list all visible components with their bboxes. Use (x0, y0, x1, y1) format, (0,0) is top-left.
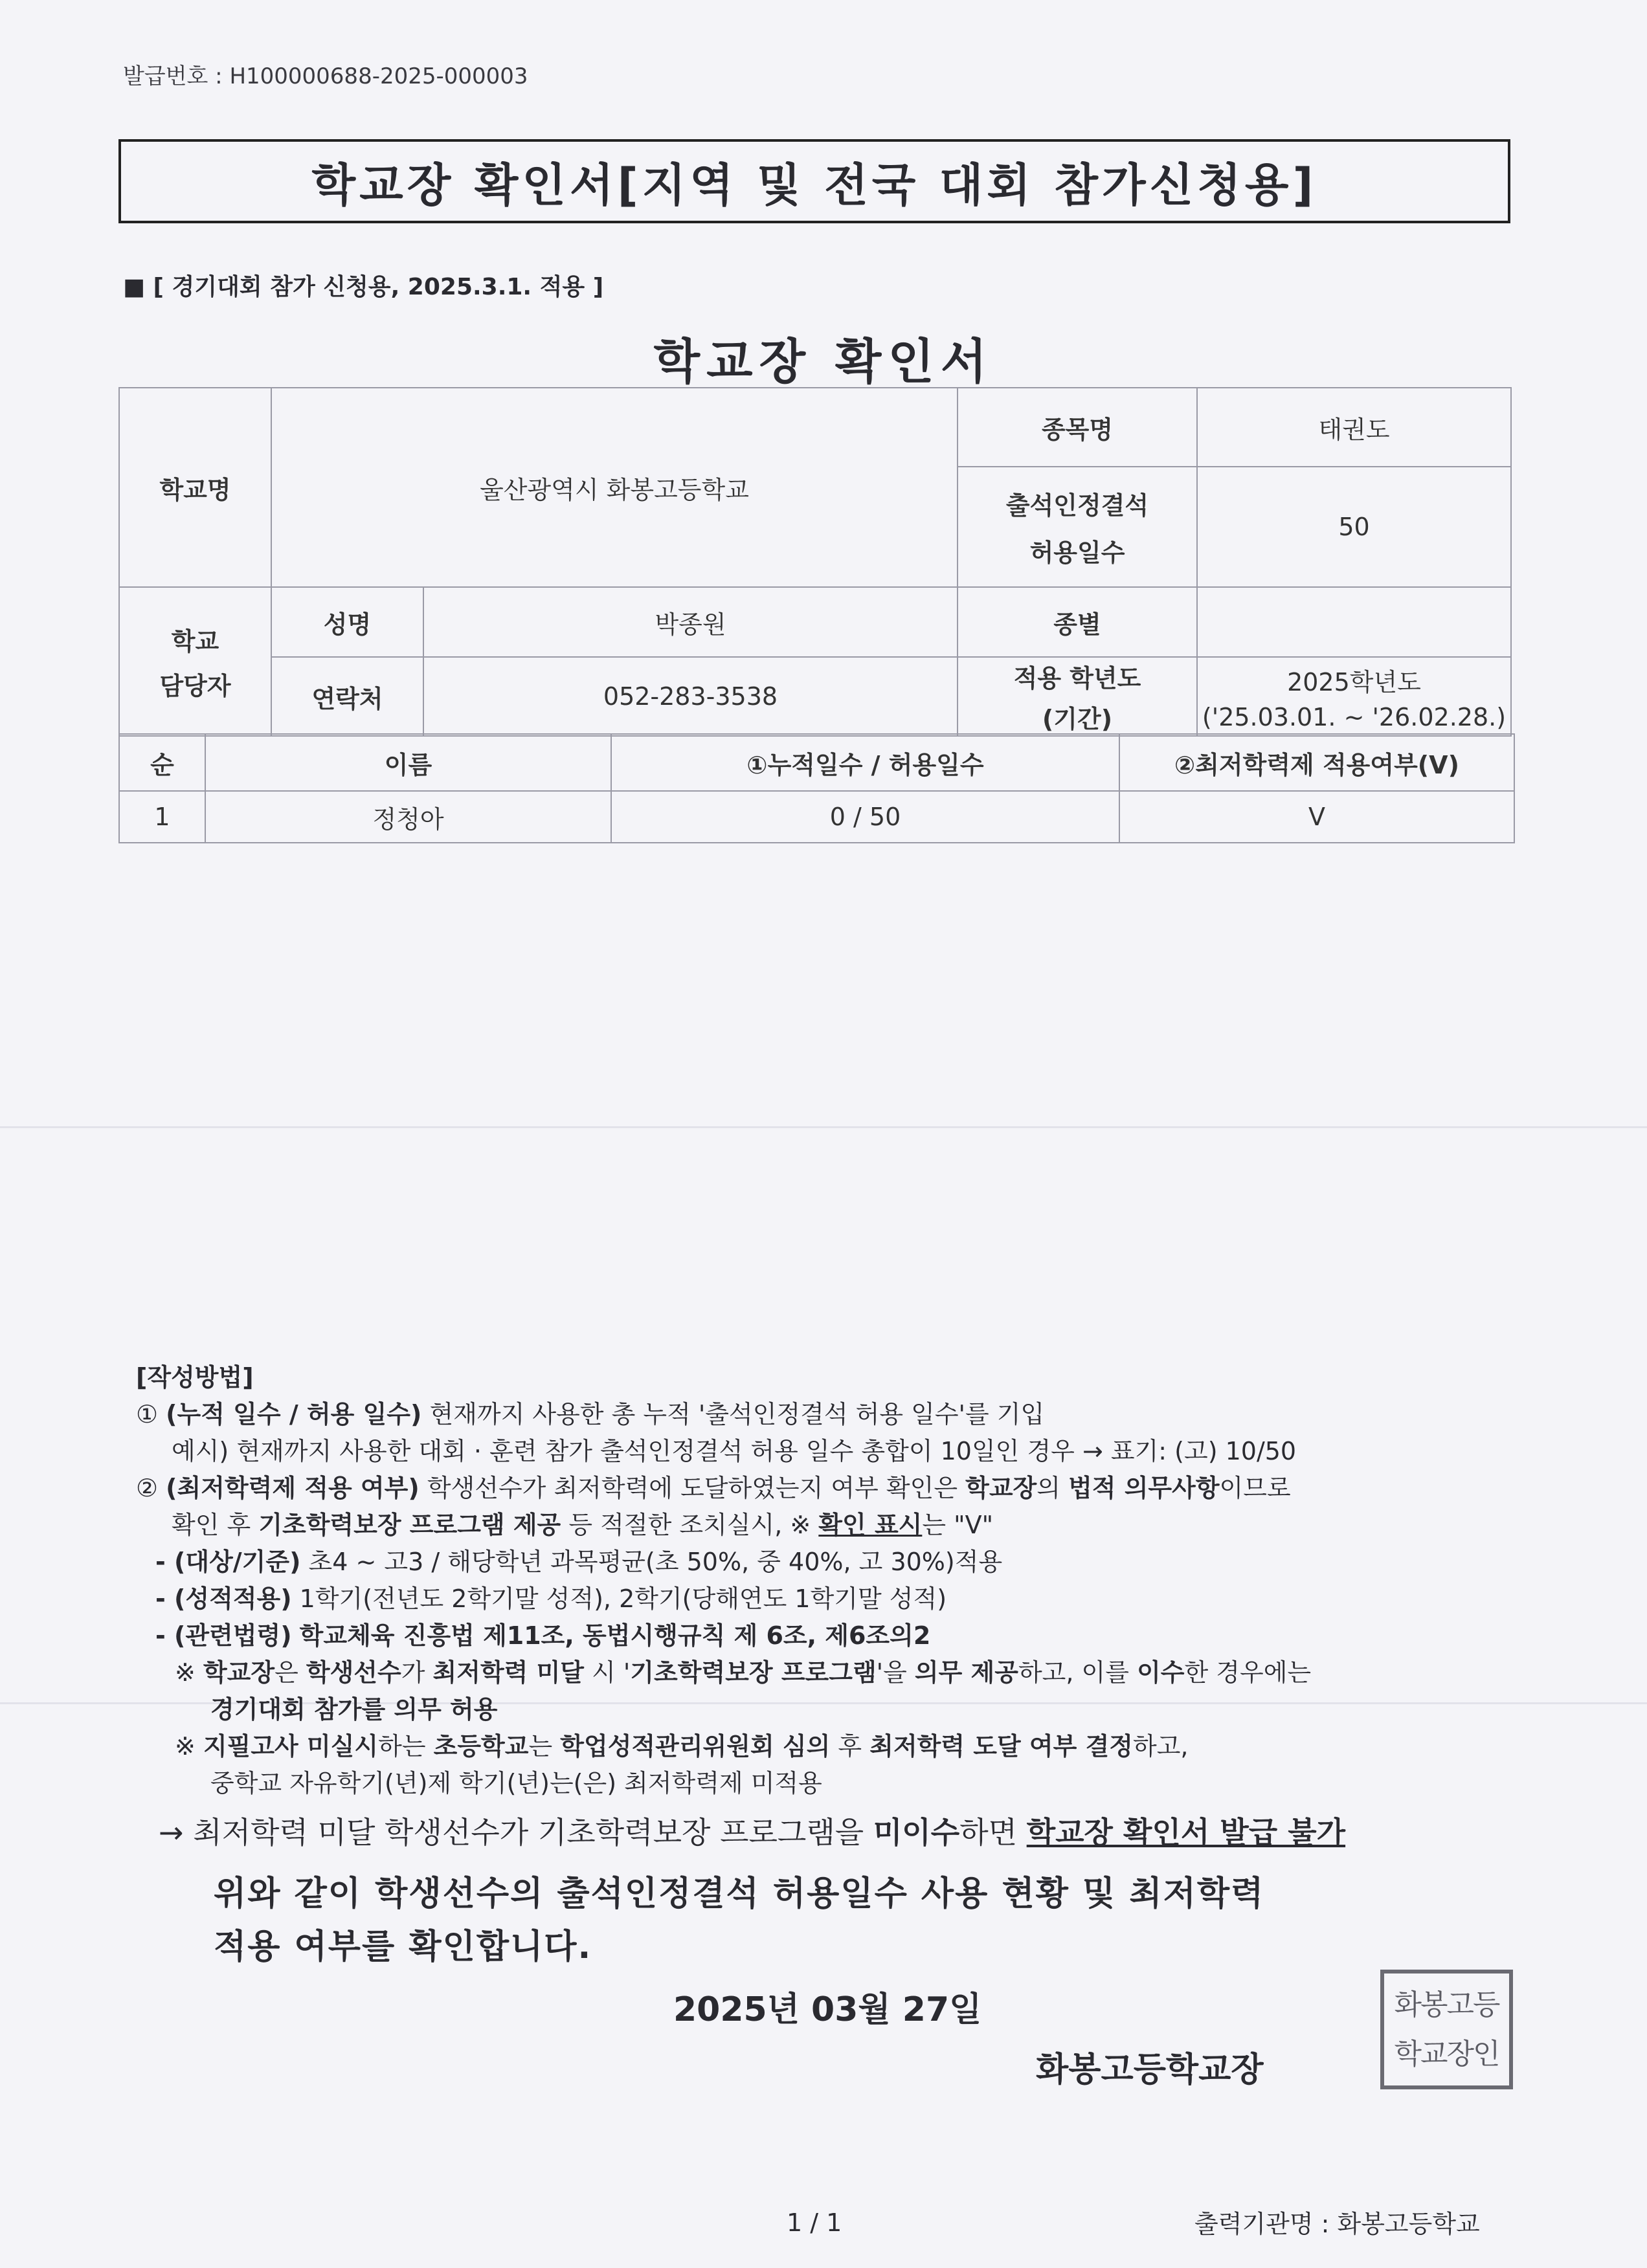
student-col-header: 순 (119, 734, 205, 791)
issuance-warning (159, 1809, 1345, 1852)
official-seal-stamp: 화봉고등학교장인 (1380, 1970, 1513, 2089)
manager-label-line2: 담당자 (159, 672, 231, 700)
text: 의 (1036, 1474, 1060, 1502)
manager-label-line1: 학교 (171, 627, 219, 656)
confirmation-line2: 적용 여부를 확인합니다. (214, 1928, 592, 1966)
writing-method (136, 1359, 1528, 1802)
confirmation-line1: 위와 같이 학생선수의 출석인정결석 허용일수 사용 현황 및 최저학력 (214, 1874, 1265, 1913)
text: '을 (876, 1658, 907, 1687)
text: 하면 (959, 1815, 1018, 1850)
text: ※ (175, 1732, 196, 1761)
output-organization: 출력기관명 : 화봉고등학교 (1194, 2210, 1480, 2238)
text-bold: 지필고사 미실시 (203, 1732, 379, 1761)
method-line-8 (136, 1654, 1528, 1691)
text-bold: (최저학력제 적용 여부) (166, 1474, 420, 1502)
text: 가 (401, 1658, 425, 1687)
year-label (958, 657, 1197, 736)
allowed-days-label-line2: 허용일수 (1029, 539, 1125, 567)
text-underlined: 학교장 확인서 발급 불가 (1026, 1815, 1346, 1850)
issue-date: 2025년 03월 27일 (673, 1990, 982, 2029)
method-line-9: 경기대회 참가를 의무 허용 (210, 1695, 498, 1724)
year-label-line2: (기간) (1042, 705, 1113, 733)
text: 는 "V" (922, 1511, 994, 1539)
name-label: 성명 (271, 587, 423, 657)
student-days: 0 / 50 (611, 791, 1119, 843)
text-bold: 기초학력보장 프로그램 제공 (258, 1511, 561, 1539)
sport-value: 태권도 (1197, 388, 1511, 467)
document-title: 학교장 확인서 (653, 334, 994, 390)
principal-name: 화봉고등학교장 (1036, 2051, 1264, 2089)
year-value (1197, 657, 1511, 736)
text: 초4 ~ 고3 / 해당학년 과목평균(초 50%, 중 40%, 고 30%)적용 (308, 1548, 1003, 1576)
text-bold: - (대상/기준) (155, 1548, 301, 1576)
text: → 최저학력 미달 학생선수가 기초학력보장 프로그램을 (159, 1815, 864, 1850)
text: 는 (528, 1732, 553, 1761)
allowed-days-label (958, 467, 1197, 587)
form-title: 학교장 확인서[지역 및 전국 대회 참가신청용] (118, 139, 1510, 223)
page-number: 1 / 1 (787, 2208, 842, 2237)
usage-note: ■ [ 경기대회 참가 신청용, 2025.3.1. 적용 ] (123, 274, 604, 300)
text-bold: - (관련법령) (155, 1621, 292, 1650)
text: 1학기(전년도 2학기말 성적), 2학기(당해연도 1학기말 성적) (299, 1584, 947, 1613)
text-bold: 미이수 (873, 1815, 960, 1850)
text: 확인 후 (172, 1511, 251, 1539)
school-name-label: 학교명 (119, 388, 271, 587)
method-line-5 (136, 1544, 1528, 1581)
method-line-6 (136, 1581, 1528, 1618)
contact-value: 052-283-3538 (423, 657, 958, 736)
circled-two: ② (136, 1474, 159, 1502)
method-line-1 (136, 1396, 1528, 1433)
paper-fold (0, 1126, 1647, 1128)
text-bold: 이수 (1137, 1658, 1185, 1687)
allowed-days-label-line1: 출석인정결석 (1005, 491, 1149, 520)
text-bold: 학교체육 진흥법 제11조, 동법시행규칙 제 6조, 제6조의2 (299, 1621, 931, 1650)
manager-name-value: 박종원 (423, 587, 958, 657)
text-bold: 학교장 (965, 1474, 1037, 1502)
contact-label: 연락처 (271, 657, 423, 736)
category-label: 종별 (958, 587, 1197, 657)
method-line-2: 예시) 현재까지 사용한 대회 · 훈련 참가 출석인정결석 허용 일수 총합이 10일인 경우 → 표기: (고) 10/50 (172, 1437, 1297, 1465)
text: 현재까지 사용한 총 누적 '출석인정결석 허용 일수'를 기입 (429, 1400, 1045, 1429)
text: 후 (838, 1732, 862, 1761)
student-col-header: ②최저학력제 적용여부(V) (1119, 734, 1514, 791)
text-bold: 초등학교 (433, 1732, 529, 1761)
text-bold: 최저학력 미달 (432, 1658, 585, 1687)
manager-label (119, 587, 271, 736)
text: 하고, 이를 (1018, 1658, 1129, 1687)
text-bold: (누적 일수 / 허용 일수) (166, 1400, 422, 1429)
method-line-4 (136, 1507, 1528, 1544)
text-bold: 최저학력 도달 여부 결정 (869, 1732, 1134, 1761)
circled-one: ① (136, 1400, 159, 1429)
text-bold: - (성적적용) (155, 1584, 292, 1613)
issue-number: 발급번호 : H100000688-2025-000003 (123, 63, 528, 89)
year-value-line1: 2025학년도 (1287, 667, 1421, 696)
year-label-line1: 적용 학년도 (1013, 664, 1141, 693)
method-line-7 (136, 1618, 1528, 1654)
student-col-header: 이름 (205, 734, 611, 791)
student-seq: 1 (119, 791, 205, 843)
text: 하는 (378, 1732, 426, 1761)
method-line-3 (136, 1470, 1528, 1507)
text: 한 경우에는 (1184, 1658, 1312, 1687)
sport-label: 종목명 (958, 388, 1197, 467)
category-value (1197, 587, 1511, 657)
text: 등 적절한 조치실시, ※ (568, 1511, 811, 1539)
allowed-days-value: 50 (1197, 467, 1511, 587)
text: ※ (175, 1658, 196, 1687)
student-table (118, 733, 1515, 843)
text: 이므로 (1219, 1474, 1291, 1502)
student-col-header: ①누적일수 / 허용일수 (611, 734, 1119, 791)
text-bold: 의무 제공 (914, 1658, 1018, 1687)
method-line-11: 중학교 자유학기(년)제 학기(년)는(은) 최저학력제 미적용 (210, 1769, 822, 1797)
text: 시 ' (592, 1658, 631, 1687)
text-bold: 학생선수 (306, 1658, 401, 1687)
school-info-table (118, 387, 1512, 737)
year-value-line2: ('25.03.01. ~ '26.02.28.) (1202, 702, 1507, 731)
school-name-value: 울산광역시 화봉고등학교 (271, 388, 958, 587)
table-row (119, 791, 1514, 843)
text-bold: 법적 의무사항 (1068, 1474, 1220, 1502)
student-min-academic: V (1119, 791, 1514, 843)
method-heading: [작성방법] (136, 1363, 254, 1392)
text-bold: 학교장 (203, 1658, 275, 1687)
student-name: 정청아 (205, 791, 611, 843)
text: 은 (274, 1658, 298, 1687)
text-underlined: 확인 표시 (818, 1511, 923, 1539)
confirmation-statement (214, 1867, 1264, 1973)
text: 학생선수가 최저학력에 도달하였는지 여부 확인은 (427, 1474, 958, 1502)
text-bold: 기초학력보장 프로그램 (630, 1658, 877, 1687)
method-line-10 (136, 1728, 1528, 1765)
text: 하고, (1133, 1732, 1189, 1761)
text-bold: 학업성적관리위원회 심의 (560, 1732, 831, 1761)
